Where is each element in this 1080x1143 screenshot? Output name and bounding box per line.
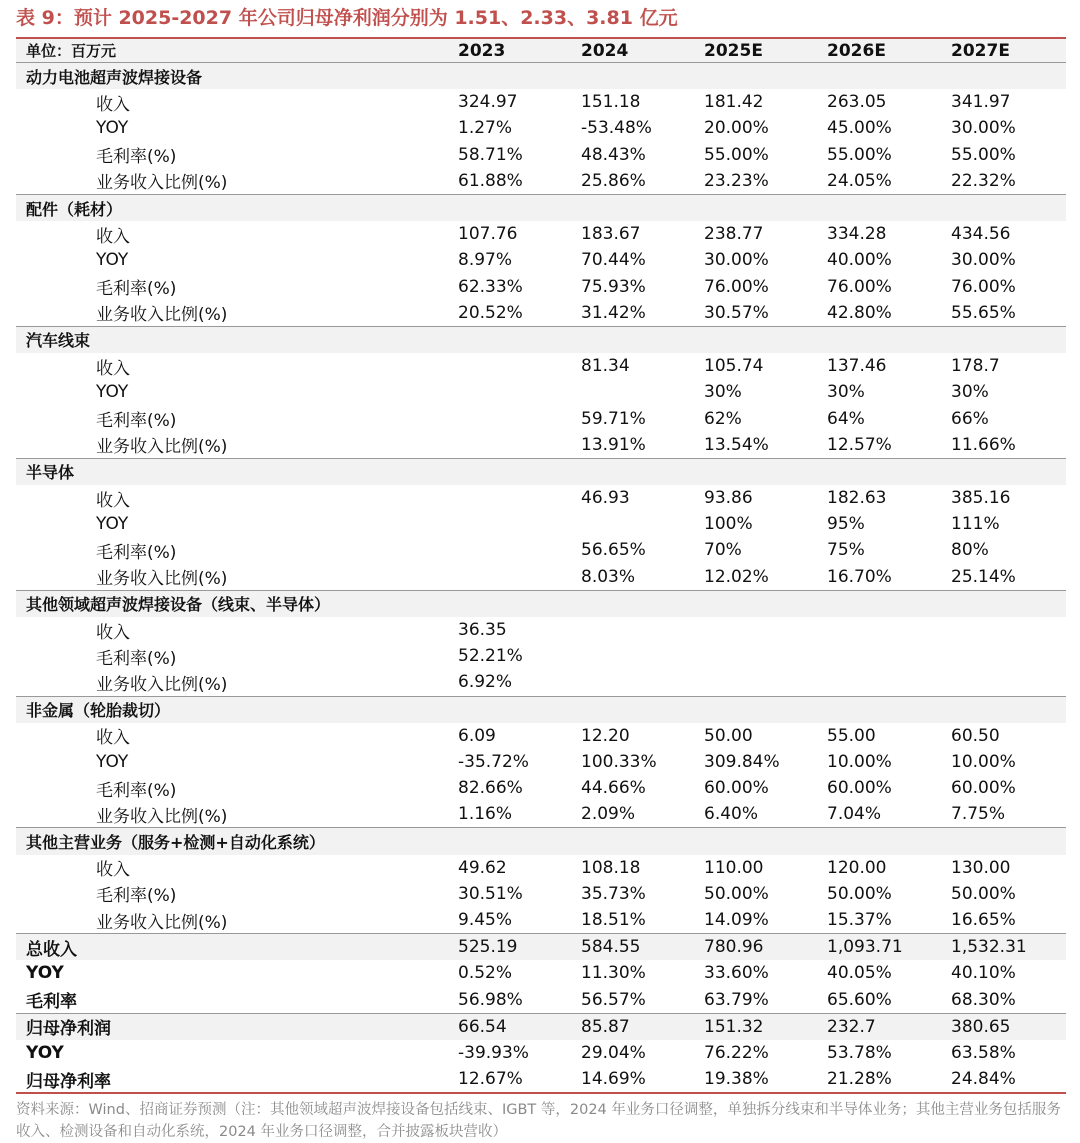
cell-value: 70% [704,540,742,561]
cell-value: 30% [704,382,742,403]
row-label: 业务收入比例(%) [96,674,228,695]
cell-value: -39.93% [458,1043,529,1064]
cell-value: 40.00% [827,250,892,271]
cell-value: 232.7 [827,1013,951,1040]
cell-value: 60.50 [951,725,1000,746]
cell-value: 7.04% [827,804,882,825]
row-label: 业务收入比例(%) [96,305,228,326]
cell-value [458,379,581,405]
year-header: 2027E [951,38,1066,63]
cell-value: 33.60% [704,963,769,984]
cell-value: 263.05 [827,92,887,113]
cell-value: 64% [827,408,865,429]
row-label: 业务收入比例(%) [96,173,228,194]
cell-value: 45.00% [827,118,892,139]
cell-value: 324.97 [458,92,518,113]
cell-value: 31.42% [581,302,646,323]
cell-value [581,590,704,617]
cell-value: 21.28% [827,1066,951,1093]
cell-value: 105.74 [704,356,764,377]
row-label: 收入 [96,94,130,115]
section-row [16,590,1066,617]
cell-value: 100% [704,514,753,535]
cell-value: 52.21% [458,646,523,667]
cell-value [458,63,581,90]
cell-value: 183.67 [581,224,641,245]
cell-value: 66.54 [458,1013,581,1040]
row-label: 归母净利率 [16,1066,458,1093]
row-label: 毛利率(%) [96,648,177,669]
source-note: 资料来源：Wind、招商证券预测（注：其他领域超声波焊接设备包括线束、IGBT 等，2024 年业务口径调整，单独拆分线束和半导体业务；其他主营业务包括服务收入、检测设备和自动化系统，2024 年业务口径调整，合并披露板块营收） [16,1102,1061,1141]
cell-value: 30% [827,382,865,403]
cell-value: 1,532.31 [951,934,1066,961]
cell-value: 13.91% [581,434,646,455]
cell-value [458,432,581,459]
table-row [16,855,1066,881]
cell-value: 40.05% [827,963,892,984]
year-header: 2026E [827,38,951,63]
cell-value: 63.79% [704,989,769,1010]
cell-value: 151.32 [704,1013,827,1040]
cell-value: 12.57% [827,434,892,455]
cell-value: 44.66% [581,778,646,799]
cell-value [704,194,827,221]
cell-value: 50.00% [704,883,769,904]
cell-value: 15.37% [827,910,892,931]
table-row [16,960,1066,986]
table-row [16,142,1066,168]
cell-value: 46.93 [581,488,630,509]
table-row [16,1040,1066,1066]
cell-value: 30.00% [951,250,1016,271]
cell-value [704,63,827,90]
cell-value: 76.00% [951,276,1016,297]
cell-value: 62.33% [458,276,523,297]
cell-value [951,63,1066,90]
cell-value [704,669,827,696]
cell-value: 59.71% [581,408,646,429]
table-row [16,987,1066,1014]
cell-value [704,326,827,353]
cell-value: 6.09 [458,725,496,746]
forecast-table [16,37,1066,1094]
cell-value: 120.00 [827,857,887,878]
cell-value: 182.63 [827,488,887,509]
cell-value: 6.92% [458,672,513,693]
cell-value: 107.76 [458,224,518,245]
cell-value: 95% [827,514,865,535]
row-label: YOY [96,514,129,535]
table-row [16,617,1066,643]
cell-value: 76.00% [704,276,769,297]
row-label: 配件（耗材） [16,194,458,221]
cell-value: 341.97 [951,92,1011,113]
cell-value [951,617,1066,643]
cell-value: 13.54% [704,434,769,455]
cell-value: 8.97% [458,250,513,271]
cell-value [581,828,704,855]
cell-value [827,458,951,485]
cell-value: 82.66% [458,778,523,799]
section-row [16,458,1066,485]
cell-value: 9.45% [458,910,513,931]
cell-value: 24.05% [827,170,892,191]
cell-value: 334.28 [827,224,887,245]
cell-value [458,353,581,379]
table-row [16,934,1066,961]
table-row [16,89,1066,115]
row-label: 收入 [96,490,130,511]
row-label: 业务收入比例(%) [96,806,228,827]
cell-value: 181.42 [704,92,764,113]
table-row [16,221,1066,247]
cell-value: 108.18 [581,857,641,878]
row-label: YOY [96,118,129,139]
cell-value: 55.00% [827,144,892,165]
cell-value [581,511,704,537]
cell-value [458,485,581,511]
cell-value: 55.00% [951,144,1016,165]
cell-value [581,379,704,405]
section-row [16,696,1066,723]
cell-value: 30.57% [704,302,769,323]
row-label: YOY [96,382,129,403]
cell-value: 30.00% [704,250,769,271]
table-row [16,485,1066,511]
cell-value: 16.70% [827,566,892,587]
year-header: 2024 [581,38,704,63]
section-row [16,63,1066,90]
cell-value: 8.03% [581,566,636,587]
cell-value [581,458,704,485]
cell-value: 584.55 [581,934,704,961]
table-row [16,643,1066,669]
cell-value: 130.00 [951,857,1011,878]
row-label: 业务收入比例(%) [96,912,228,933]
table-row [16,379,1066,405]
cell-value: 76.00% [827,276,892,297]
cell-value: 11.66% [951,434,1016,455]
table-row [16,432,1066,459]
cell-value: 55.00% [704,144,769,165]
cell-value: 2.09% [581,804,636,825]
row-label: YOY [96,250,129,271]
cell-value: 55.00 [827,725,876,746]
cell-value [458,590,581,617]
cell-value: 12.67% [458,1066,581,1093]
cell-value: 60.00% [951,778,1016,799]
cell-value: 29.04% [581,1043,646,1064]
cell-value: 75% [827,540,865,561]
table-row [16,564,1066,591]
table-row [16,115,1066,141]
cell-value [951,643,1066,669]
cell-value: 25.86% [581,170,646,191]
cell-value: 58.71% [458,144,523,165]
cell-value: 61.88% [458,170,523,191]
cell-value: 56.65% [581,540,646,561]
cell-value [458,696,581,723]
table-body [16,63,1066,1094]
cell-value [827,63,951,90]
cell-value: 178.7 [951,356,1000,377]
cell-value [704,828,827,855]
cell-value [458,458,581,485]
cell-value: 30% [951,382,989,403]
cell-value [581,617,704,643]
row-label: 其他主营业务（服务+检测+自动化系统） [16,828,458,855]
cell-value [827,696,951,723]
cell-value [458,537,581,563]
section-row [16,194,1066,221]
cell-value: 23.23% [704,170,769,191]
table-row [16,405,1066,431]
cell-value [951,696,1066,723]
row-label: 汽车线束 [16,326,458,353]
row-label: 业务收入比例(%) [96,437,228,458]
row-label: 非金属（轮胎裁切） [16,696,458,723]
cell-value: 48.43% [581,144,646,165]
row-label: 毛利率(%) [96,147,177,168]
table-row [16,300,1066,327]
cell-value: 50.00 [704,725,753,746]
cell-value: 80% [951,540,989,561]
cell-value: 12.02% [704,566,769,587]
cell-value: 60.00% [827,778,892,799]
row-label: 半导体 [16,458,458,485]
unit-label: 单位：百万元 [16,38,458,63]
cell-value: 50.00% [951,883,1016,904]
cell-value: 85.87 [581,1013,704,1040]
cell-value: 81.34 [581,356,630,377]
table-row [16,801,1066,828]
table-row [16,274,1066,300]
cell-value: 30.00% [951,118,1016,139]
cell-value: 11.30% [581,963,646,984]
cell-value: -53.48% [581,118,652,139]
cell-value [704,617,827,643]
row-label: YOY [26,1043,64,1064]
cell-value: 1.16% [458,804,513,825]
year-header: 2025E [704,38,827,63]
cell-value [951,194,1066,221]
cell-value: 56.98% [458,989,523,1010]
row-label: 归母净利润 [16,1013,458,1040]
row-label: 收入 [96,728,130,749]
cell-value [581,643,704,669]
row-label: 收入 [96,226,130,247]
cell-value [458,511,581,537]
cell-value [704,590,827,617]
cell-value: 19.38% [704,1066,827,1093]
cell-value: 18.51% [581,910,646,931]
section-row [16,326,1066,353]
cell-value: -35.72% [458,751,529,772]
row-label: 动力电池超声波焊接设备 [16,63,458,90]
cell-value [458,194,581,221]
cell-value: 238.77 [704,224,764,245]
cell-value [704,643,827,669]
row-label: YOY [26,963,64,984]
cell-value [458,564,581,591]
cell-value: 14.09% [704,910,769,931]
cell-value: 1,093.71 [827,934,951,961]
cell-value: 36.35 [458,620,507,641]
section-row [16,828,1066,855]
cell-value [827,590,951,617]
cell-value: 110.00 [704,857,764,878]
cell-value: 42.80% [827,302,892,323]
table-row [16,1066,1066,1093]
cell-value: 35.73% [581,883,646,904]
cell-value: 10.00% [827,751,892,772]
row-label: 其他领域超声波焊接设备（线束、半导体） [16,590,458,617]
cell-value: 40.10% [951,963,1016,984]
cell-value [827,326,951,353]
cell-value [581,669,704,696]
cell-value [581,696,704,723]
row-label: 毛利率(%) [96,542,177,563]
cell-value [827,669,951,696]
cell-value: 100.33% [581,751,657,772]
table-row [16,775,1066,801]
cell-value [827,617,951,643]
cell-value: 62% [704,408,742,429]
cell-value: 525.19 [458,934,581,961]
cell-value [827,828,951,855]
table-row [16,1013,1066,1040]
table-header-row [16,38,1066,63]
cell-value: 151.18 [581,92,641,113]
table-row [16,537,1066,563]
row-label: 毛利率(%) [96,886,177,907]
cell-value: 24.84% [951,1066,1066,1093]
table-row [16,168,1066,195]
cell-value: 55.65% [951,302,1016,323]
cell-value: 75.93% [581,276,646,297]
cell-value: 22.32% [951,170,1016,191]
report-table-page [16,0,1066,1143]
cell-value: 309.84% [704,751,780,772]
cell-value [827,194,951,221]
row-label: 毛利率(%) [96,279,177,300]
table-title: 表 9：预计 2025-2027 年公司归母净利润分别为 1.51、2.33、3.81 亿元 [16,7,678,29]
cell-value [951,828,1066,855]
cell-value: 50.00% [827,883,892,904]
cell-value [581,194,704,221]
row-label: 收入 [96,622,130,643]
cell-value: 12.20 [581,725,630,746]
cell-value [951,326,1066,353]
row-label: 总收入 [16,934,458,961]
cell-value: 434.56 [951,224,1011,245]
table-row [16,907,1066,934]
cell-value [704,696,827,723]
cell-value [951,590,1066,617]
cell-value [581,63,704,90]
cell-value: 66% [951,408,989,429]
cell-value: 60.00% [704,778,769,799]
cell-value: 16.65% [951,910,1016,931]
cell-value: 137.46 [827,356,887,377]
cell-value [951,458,1066,485]
cell-value: 0.52% [458,963,513,984]
cell-value: 53.78% [827,1043,892,1064]
table-row [16,669,1066,696]
cell-value: 7.75% [951,804,1006,825]
table-row [16,723,1066,749]
row-label: 毛利率 [26,992,77,1013]
cell-value: 111% [951,514,1000,535]
row-label: 毛利率(%) [96,780,177,801]
cell-value [704,458,827,485]
cell-value: 56.57% [581,989,646,1010]
cell-value: 25.14% [951,566,1016,587]
year-header: 2023 [458,38,581,63]
cell-value: 1.27% [458,118,513,139]
row-label: 业务收入比例(%) [96,569,228,590]
row-label: 收入 [96,860,130,881]
row-label: 毛利率(%) [96,411,177,432]
cell-value: 70.44% [581,250,646,271]
cell-value: 20.00% [704,118,769,139]
cell-value: 65.60% [827,989,892,1010]
cell-value: 385.16 [951,488,1011,509]
cell-value [951,669,1066,696]
table-row [16,881,1066,907]
cell-value: 76.22% [704,1043,769,1064]
table-row [16,749,1066,775]
cell-value [581,326,704,353]
cell-value [458,326,581,353]
cell-value: 49.62 [458,857,507,878]
cell-value: 68.30% [951,989,1016,1010]
cell-value: 6.40% [704,804,759,825]
cell-value [458,405,581,431]
cell-value: 30.51% [458,883,523,904]
row-label: 收入 [96,358,130,379]
cell-value: 20.52% [458,302,523,323]
cell-value: 63.58% [951,1043,1016,1064]
cell-value [827,643,951,669]
table-row [16,353,1066,379]
table-row [16,247,1066,273]
cell-value: 93.86 [704,488,753,509]
cell-value: 10.00% [951,751,1016,772]
cell-value: 380.65 [951,1013,1066,1040]
cell-value: 14.69% [581,1066,704,1093]
row-label: YOY [96,751,129,772]
table-row [16,511,1066,537]
cell-value: 780.96 [704,934,827,961]
cell-value [458,828,581,855]
